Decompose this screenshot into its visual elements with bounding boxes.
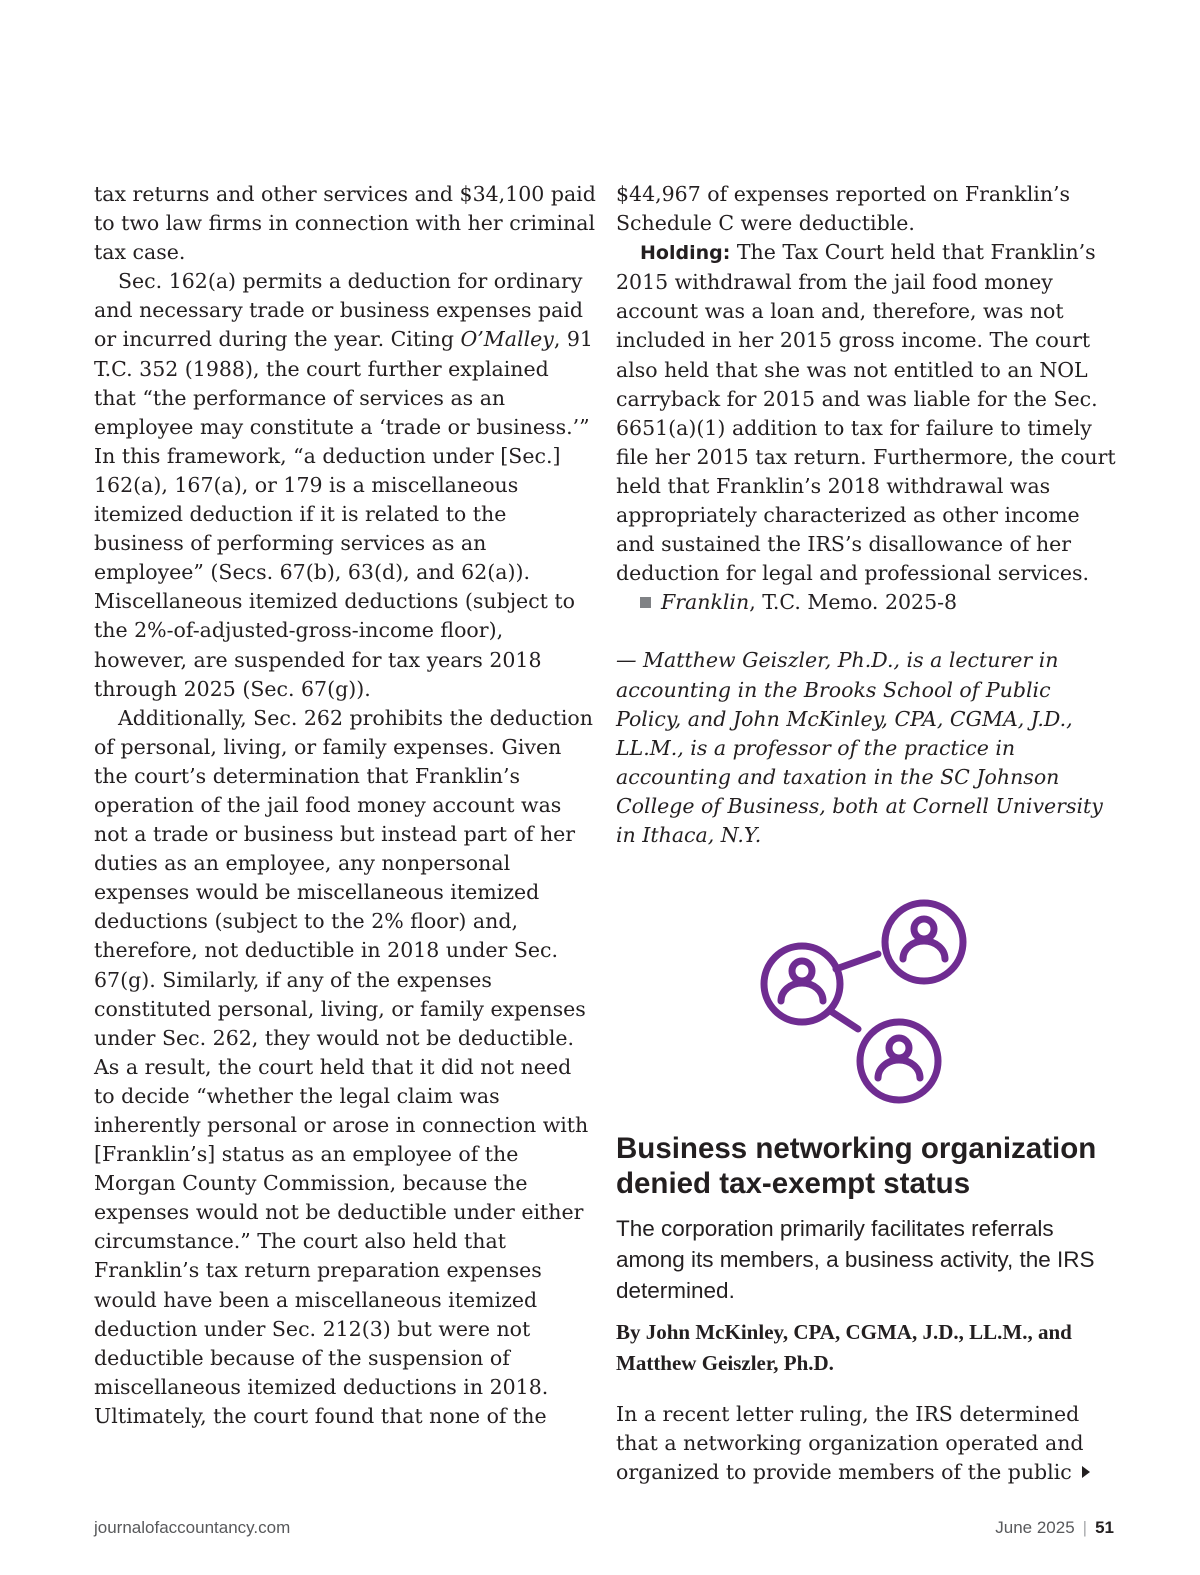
citation-case-name: Franklin xyxy=(661,590,750,615)
citation-text: , T.C. Memo. 2025-8 xyxy=(749,590,958,615)
left-column xyxy=(94,180,596,1431)
section-heading: Business networking organization denied tax-exempt status xyxy=(616,1132,1097,1200)
case-name: O’Malley xyxy=(460,327,554,352)
footer-folio xyxy=(995,1518,1114,1538)
lead-text: In a recent letter ruling, the IRS determined that a networking organization operated and organized to provide members of the public xyxy=(616,1402,1084,1485)
lead-paragraph xyxy=(616,1400,1116,1487)
footer-url: journalofaccountancy.com xyxy=(94,1518,291,1537)
section-deck: The corporation primarily facilitates referrals among its members, a business activity, the IRS determined. xyxy=(616,1216,1095,1303)
author-note: — Matthew Geiszler, Ph.D., is a lecturer in accounting in the Brooks School of Public Policy, and John McKinley, CPA, CGMA, J.D., LL.M., is a professor of the practice in accounting and taxation in the SC Johnson College of Business, both at Cornell University in Ithaca, N.Y. xyxy=(616,648,1103,847)
end-mark-icon xyxy=(640,597,651,608)
body-paragraph xyxy=(94,267,596,703)
page-footer xyxy=(94,1518,1114,1542)
continue-arrow-icon xyxy=(1082,1466,1090,1478)
page-number: 51 xyxy=(1095,1518,1114,1537)
body-text: , 91 T.C. 352 (1988), the court further explained that “the performance of services as an employee may constitute a ‘trade or business.’” In this framework, “a deduction under [Sec.] 162(a), 167(a), or 179 is a miscellaneous itemized deduction if it is related to the business of performing services as an employee” (Secs. 67(b), 63(d), and 62(a)). Miscellaneous itemized deductions (subject to the 2%-of-adjusted-gross-income floor), however, are suspended for tax years 2018 through 2025 (Sec. 67(g)). xyxy=(94,327,593,701)
body-paragraph: Additionally, Sec. 262 prohibits the deduction of personal, living, or family expenses. Given the court’s determination that Franklin’s operation of the jail food money account was not a trade or business but instead part of her duties as an employee, any nonpersonal expenses would be miscellaneous itemized deductions (subject to the 2% floor) and, therefore, not deductible in 2018 under Sec. 67(g). Similarly, if any of the expenses constituted personal, living, or family expenses under Sec. 262, they would not be deductible. As a result, the court held that it did not need to decide “whether the legal claim was inherently personal or arose in connection with [Franklin’s] status as an employee of the Morgan County Commission, because the expenses would not be deductible under either circumstance.” The court also held that Franklin’s tax return preparation expenses would have been a miscellaneous itemized deduction under Sec. 212(3) but were not deductible because of the suspension of miscellaneous itemized deductions in 2018. Ultimately, the court found that none of the xyxy=(94,705,593,1428)
footer-separator: | xyxy=(1082,1518,1088,1537)
people-network-icon xyxy=(752,894,976,1108)
footer-date: June 2025 xyxy=(995,1518,1075,1537)
body-text: Sec. 162(a) permits a deduction for ordinary and necessary trade or business expenses paid or incurred during the year. Citing xyxy=(94,269,584,352)
holding-paragraph xyxy=(616,238,1116,588)
body-paragraph: $44,967 of expenses reported on Franklin’s Schedule C were deductible. xyxy=(616,182,1071,236)
byline: By John McKinley, CPA, CGMA, J.D., LL.M., and Matthew Geiszler, Ph.D. xyxy=(616,1320,1072,1375)
body-paragraph: tax returns and other services and $34,100 paid to two law firms in connection with her criminal tax case. xyxy=(94,182,596,265)
holding-text: The Tax Court held that Franklin’s 2015 withdrawal from the jail food money account was a loan and, therefore, was not included in her 2015 gross income. The court also held that she was not entitled to an NOL carryback for 2015 and was liable for the Sec. 6651(a)(1) addition to tax for failure to timely file her 2015 tax return. Furthermore, the court held that Franklin’s 2018 withdrawal was appropriately characterized as other income and sustained the IRS’s disallowance of her deduction for legal and professional services. xyxy=(616,240,1116,586)
holding-label: Holding: xyxy=(640,242,731,265)
case-citation xyxy=(616,588,1116,617)
right-column xyxy=(616,180,1116,850)
